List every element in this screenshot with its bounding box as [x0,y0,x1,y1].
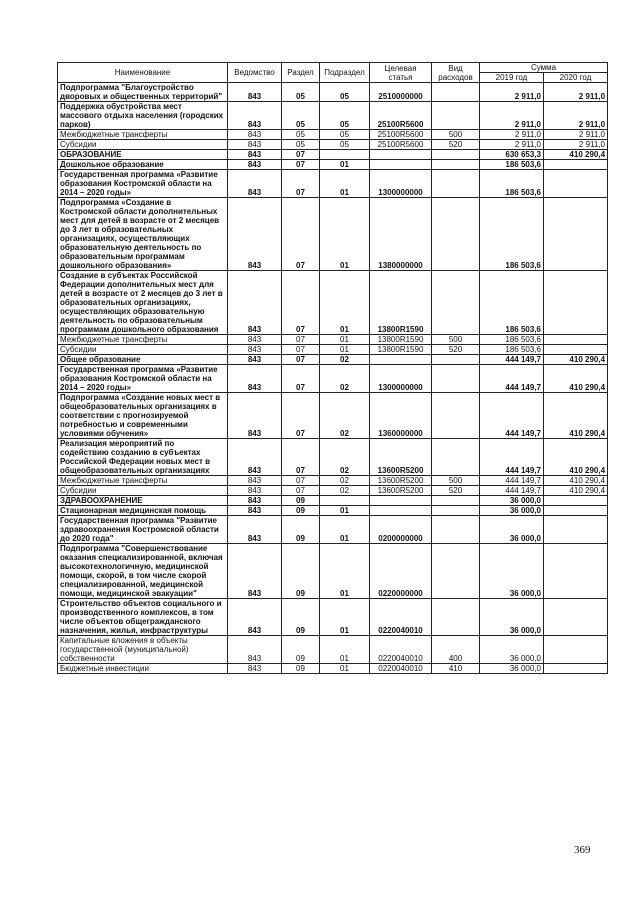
cell-section: 05 [282,83,320,102]
col-header-sum: Сумма [480,63,608,73]
cell-target: 13600R5200 [370,439,432,476]
col-header-dept: Ведомство [228,63,282,83]
cell-2020: 2 911,0 [544,102,608,130]
cell-subsection: 02 [320,355,370,365]
cell-section: 07 [282,271,320,335]
cell-2019: 186 503,6 [480,271,544,335]
page-number: 369 [574,844,591,856]
table-row [58,335,608,345]
table-row [58,160,608,170]
cell-subsection: 05 [320,83,370,102]
cell-2020 [544,636,608,664]
cell-section: 05 [282,140,320,150]
cell-section: 09 [282,599,320,636]
cell-2019: 36 000,0 [480,636,544,664]
cell-2019: 186 503,6 [480,335,544,345]
cell-subsection: 02 [320,476,370,486]
cell-name: Межбюджетные трансферты [58,335,228,345]
cell-type [432,496,480,506]
cell-2019: 444 149,7 [480,439,544,476]
cell-2020: 2 911,0 [544,83,608,102]
cell-name: Субсидии [58,486,228,496]
table-row [58,496,608,506]
cell-name: Дошкольное образование [58,160,228,170]
cell-target [370,506,432,516]
cell-subsection: 02 [320,439,370,476]
cell-2019: 36 000,0 [480,506,544,516]
table-row [58,636,608,664]
cell-target: 1300000000 [370,365,432,393]
cell-section: 09 [282,664,320,674]
cell-2019: 186 503,6 [480,160,544,170]
cell-name: Стационарная медицинская помощь [58,506,228,516]
cell-name: Государственная программа «Развитие образования Костромской области на 2014 – 2020 годы» [58,170,228,198]
col-header-type: Вид расходов [432,63,480,83]
cell-section: 09 [282,506,320,516]
cell-section: 07 [282,355,320,365]
cell-name: Субсидии [58,140,228,150]
table-row [58,102,608,130]
cell-section: 07 [282,393,320,439]
cell-subsection: 01 [320,506,370,516]
cell-2020 [544,170,608,198]
cell-2019: 36 000,0 [480,544,544,599]
table-row [58,664,608,674]
cell-dept: 843 [228,439,282,476]
cell-dept: 843 [228,160,282,170]
table-row [58,170,608,198]
cell-target: 13600R5200 [370,486,432,496]
table-row [58,150,608,160]
cell-2020: 410 290,4 [544,150,608,160]
cell-subsection: 05 [320,130,370,140]
cell-dept: 843 [228,506,282,516]
cell-name: Подпрограмма "Благоустройство дворовых и общественных территорий" [58,83,228,102]
cell-section: 07 [282,439,320,476]
cell-dept: 843 [228,486,282,496]
cell-dept: 843 [228,198,282,271]
cell-dept: 843 [228,130,282,140]
cell-subsection: 05 [320,102,370,130]
col-header-subsection: Подраздел [320,63,370,83]
cell-target: 13800R1590 [370,345,432,355]
col-header-section: Раздел [282,63,320,83]
table-body [58,83,608,674]
cell-section: 09 [282,496,320,506]
cell-section: 07 [282,160,320,170]
cell-2020: 410 290,4 [544,355,608,365]
cell-target: 1360000000 [370,393,432,439]
cell-subsection [320,150,370,160]
cell-2019: 444 149,7 [480,355,544,365]
cell-dept: 843 [228,516,282,544]
cell-name: Государственная программа «Развитие образования Костромской области на 2014 – 2020 годы» [58,365,228,393]
cell-type [432,83,480,102]
cell-2020 [544,516,608,544]
cell-target: 0220040010 [370,599,432,636]
cell-dept: 843 [228,476,282,486]
cell-subsection [320,496,370,506]
cell-2020 [544,544,608,599]
cell-2019: 444 149,7 [480,486,544,496]
cell-type: 520 [432,140,480,150]
cell-section: 09 [282,544,320,599]
cell-type [432,170,480,198]
cell-type [432,355,480,365]
cell-subsection: 02 [320,486,370,496]
cell-type: 500 [432,130,480,140]
cell-target: 1380000000 [370,198,432,271]
cell-name: Субсидии [58,345,228,355]
cell-2019: 444 149,7 [480,365,544,393]
table-row [58,599,608,636]
cell-2020: 410 290,4 [544,486,608,496]
cell-name: Бюджетные инвестиции [58,664,228,674]
cell-type [432,393,480,439]
cell-target: 0220040010 [370,636,432,664]
cell-dept: 843 [228,496,282,506]
col-header-target: Целевая статья [370,63,432,83]
cell-2020 [544,271,608,335]
cell-section: 09 [282,516,320,544]
cell-type: 520 [432,345,480,355]
cell-2020 [544,345,608,355]
cell-2020 [544,160,608,170]
cell-type [432,439,480,476]
table-row [58,130,608,140]
cell-2019: 444 149,7 [480,476,544,486]
cell-2019: 186 503,6 [480,198,544,271]
cell-name: Общее образование [58,355,228,365]
cell-dept: 843 [228,335,282,345]
cell-section: 07 [282,170,320,198]
cell-subsection: 05 [320,140,370,150]
cell-target [370,150,432,160]
cell-section: 07 [282,476,320,486]
cell-name: Создание в субъектах Российской Федерации дополнительных мест для детей в возрасте от 2 месяцев до 3 лет в образовательных организациях, осуществляющих образовательную деятельность по образовательным программам дошкольного образования [58,271,228,335]
cell-dept: 843 [228,102,282,130]
cell-subsection: 01 [320,271,370,335]
cell-2020: 2 911,0 [544,130,608,140]
cell-name: Государственная программа "Развитие здравоохранения Костромской области до 2020 года" [58,516,228,544]
cell-2020: 410 290,4 [544,476,608,486]
cell-dept: 843 [228,83,282,102]
cell-2019: 2 911,0 [480,102,544,130]
cell-name: Поддержка обустройства мест массового отдыха населения (городских парков) [58,102,228,130]
table-row [58,198,608,271]
table-row [58,355,608,365]
cell-dept: 843 [228,636,282,664]
cell-2019: 186 503,6 [480,170,544,198]
budget-table [57,62,608,674]
cell-section: 05 [282,102,320,130]
cell-target: 0200000000 [370,516,432,544]
cell-2019: 630 653,3 [480,150,544,160]
cell-target: 13600R5200 [370,476,432,486]
cell-name: Строительство объектов социального и производственного комплексов, в том числе объектов общегражданского назначения, жилья, инфраструктуры [58,599,228,636]
cell-dept: 843 [228,393,282,439]
cell-target: 0220000000 [370,544,432,599]
cell-section: 09 [282,636,320,664]
cell-name: Подпрограмма "Совершенствование оказания специализированной, включая высокотехнологичную, медицинской помощи, скорой, в том числе скорой специализированной, медицинской помощи, медицинской эвакуации" [58,544,228,599]
cell-type [432,160,480,170]
table-row [58,271,608,335]
cell-type: 520 [432,486,480,496]
cell-section: 07 [282,198,320,271]
cell-2019: 444 149,7 [480,393,544,439]
cell-name: Реализация мероприятий по содействию созданию в субъектах Российской Федерации новых мест в общеобразовательных организациях [58,439,228,476]
cell-subsection: 01 [320,345,370,355]
cell-dept: 843 [228,599,282,636]
table-row [58,544,608,599]
cell-target: 25100R5600 [370,102,432,130]
cell-type [432,198,480,271]
cell-name: Межбюджетные трансферты [58,476,228,486]
table-row [58,365,608,393]
cell-2020 [544,506,608,516]
cell-name: Подпрограмма «Создание новых мест в общеобразовательных организациях в соответствии с прогнозируемой потребностью и современными условиями обучения» [58,393,228,439]
cell-2019: 36 000,0 [480,599,544,636]
cell-target: 13800R1590 [370,271,432,335]
cell-2020 [544,496,608,506]
cell-subsection: 01 [320,160,370,170]
cell-subsection: 01 [320,636,370,664]
cell-subsection: 01 [320,544,370,599]
cell-type [432,365,480,393]
cell-subsection: 02 [320,365,370,393]
table-row [58,516,608,544]
cell-2020 [544,335,608,345]
cell-type [432,150,480,160]
cell-type [432,102,480,130]
cell-dept: 843 [228,664,282,674]
cell-type: 500 [432,476,480,486]
cell-name: ОБРАЗОВАНИЕ [58,150,228,160]
cell-2019: 2 911,0 [480,130,544,140]
cell-subsection: 01 [320,170,370,198]
cell-type [432,544,480,599]
table-row [58,393,608,439]
cell-dept: 843 [228,544,282,599]
cell-section: 07 [282,365,320,393]
cell-2019: 186 503,6 [480,345,544,355]
col-header-2019: 2019 год [480,73,544,83]
cell-dept: 843 [228,170,282,198]
cell-subsection: 01 [320,335,370,345]
cell-dept: 843 [228,140,282,150]
table-row [58,83,608,102]
cell-target: 25100R5600 [370,140,432,150]
cell-type [432,516,480,544]
cell-subsection: 01 [320,198,370,271]
cell-type: 410 [432,664,480,674]
cell-name: Межбюджетные трансферты [58,130,228,140]
cell-target [370,355,432,365]
cell-2019: 36 000,0 [480,516,544,544]
cell-2020 [544,198,608,271]
cell-type [432,271,480,335]
cell-section: 07 [282,150,320,160]
table-row [58,506,608,516]
cell-type: 400 [432,636,480,664]
cell-name: ЗДРАВООХРАНЕНИЕ [58,496,228,506]
cell-subsection: 01 [320,516,370,544]
cell-type: 500 [432,335,480,345]
cell-section: 07 [282,345,320,355]
cell-2020 [544,599,608,636]
cell-dept: 843 [228,150,282,160]
cell-dept: 843 [228,355,282,365]
cell-dept: 843 [228,345,282,355]
table-row [58,486,608,496]
cell-subsection: 01 [320,664,370,674]
cell-2019: 2 911,0 [480,140,544,150]
cell-target: 1300000000 [370,170,432,198]
cell-name: Капитальные вложения в объекты государственной (муниципальной) собственности [58,636,228,664]
cell-dept: 843 [228,271,282,335]
cell-type [432,599,480,636]
cell-target: 25100R5600 [370,130,432,140]
cell-subsection: 01 [320,599,370,636]
cell-section: 07 [282,335,320,345]
cell-section: 05 [282,130,320,140]
table-row [58,476,608,486]
cell-2020: 410 290,4 [544,439,608,476]
table-row [58,140,608,150]
cell-section: 07 [282,486,320,496]
cell-target: 2510000000 [370,83,432,102]
col-header-2020: 2020 год [544,73,608,83]
cell-subsection: 02 [320,393,370,439]
cell-type [432,506,480,516]
cell-target: 13800R1590 [370,335,432,345]
cell-dept: 843 [228,365,282,393]
cell-2019: 36 000,0 [480,496,544,506]
cell-2020 [544,664,608,674]
cell-2019: 2 911,0 [480,83,544,102]
table-row [58,439,608,476]
cell-name: Подпрограмма «Создание в Костромской области дополнительных мест для детей в возрасте от 2 месяцев до 3 лет в образовательных организациях, осуществляющих образовательную деятельность по образовательным программам дошкольного образования» [58,198,228,271]
cell-target: 0220040010 [370,664,432,674]
col-header-name: Наименование [58,63,228,83]
cell-target [370,496,432,506]
cell-2020: 410 290,4 [544,365,608,393]
cell-2020: 410 290,4 [544,393,608,439]
cell-2020: 2 911,0 [544,140,608,150]
table-row [58,345,608,355]
cell-target [370,160,432,170]
cell-2019: 36 000,0 [480,664,544,674]
